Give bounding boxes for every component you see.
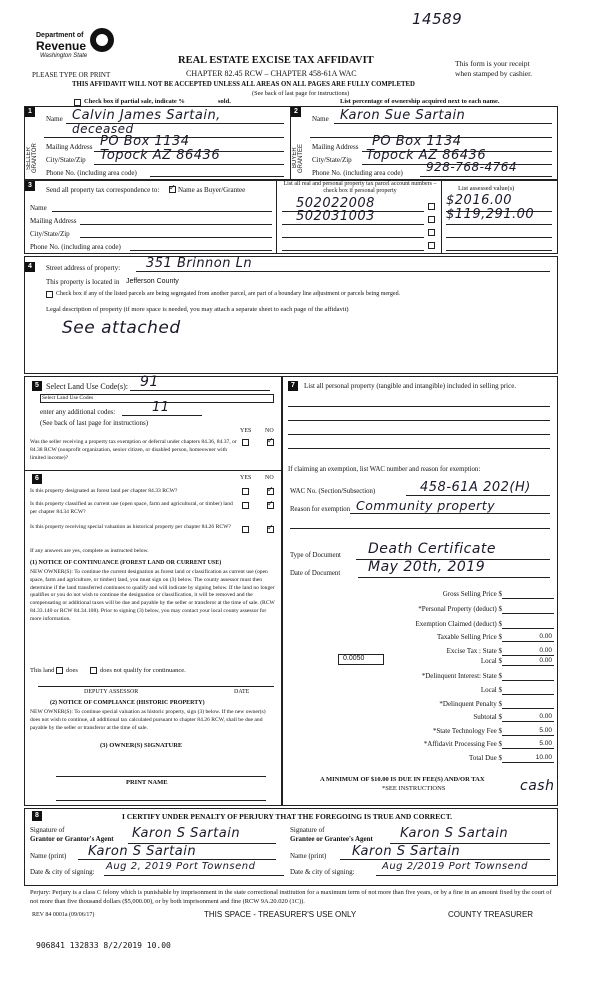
grantee-date-city[interactable]: Aug 2/2019 Port Townsend bbox=[382, 861, 528, 872]
perjury-statement: Perjury: Perjury is a class C felony which is punishable by imprisonment in the state correctional institution for a maximum term of not more than five years, or by a fine in an amount fixed by the court of not more than five thousand dollars ($5,000.00), or by both imprisonment and fine (RCW 9A.20.020 (1C)). bbox=[30, 889, 552, 905]
right-column-box bbox=[282, 376, 558, 806]
grantor-name-label: Name (print) bbox=[30, 852, 67, 860]
receipt-note-1: This form is your receipt bbox=[455, 59, 530, 68]
deputy-assessor-label: DEPUTY ASSESSOR bbox=[84, 689, 139, 695]
dept-line2: Revenue bbox=[36, 39, 87, 53]
notice-continuance-title: (1) NOTICE OF CONTINUANCE (FOREST LAND OR CURRENT USE) bbox=[30, 560, 222, 566]
notice-continuance-body: NEW OWNER(S): To continue the current designation as forest land or classification as current use (open space, farm and agriculture, or timber) land, you must sign on (3) below. The county assessor must then determine if the land transferred continues to qualify and will indicate by signing below. If the land no longer qualifies or you do not wish to continue the designation or classification, it will be removed and the compensating or additional taxes will be due and payable by the seller or transferor at the time of sale. (RCW 84.33.140 or RCW 84.34.108). Prior to signing (3) below, you may contact your local county assessor for more information. bbox=[30, 569, 275, 622]
seller-mailing-label: Mailing Address bbox=[46, 143, 93, 151]
form-chapter: CHAPTER 82.45 RCW – CHAPTER 458-61A WAC bbox=[186, 69, 357, 78]
section-4-marker: 4 bbox=[25, 262, 35, 272]
assessor-date-label: DATE bbox=[234, 689, 250, 695]
county-name: Jefferson County bbox=[126, 278, 179, 285]
assessed-2[interactable]: $119,291.00 bbox=[446, 207, 535, 222]
seller-side-label: SELLER GRANTOR bbox=[26, 143, 38, 173]
treasurer-space: THIS SPACE - TREASURER'S USE ONLY bbox=[204, 910, 357, 919]
tax-row-value[interactable]: 0.00 bbox=[539, 633, 552, 640]
reason-label: Reason for exemption bbox=[290, 506, 351, 513]
tax-row-label: Total Due $ bbox=[469, 754, 502, 762]
historic-no-checkbox[interactable] bbox=[267, 526, 274, 533]
tax-row-label: *Affidavit Processing Fee $ bbox=[423, 740, 502, 748]
legal-description[interactable]: See attached bbox=[62, 318, 181, 338]
warning-line: THIS AFFIDAVIT WILL NOT BE ACCEPTED UNLESS ALL AREAS ON ALL PAGES ARE FULLY COMPLETED bbox=[72, 81, 415, 88]
wac-number[interactable]: 458-61A 202(H) bbox=[420, 480, 531, 495]
wac-label: WAC No. (Section/Subsection) bbox=[290, 488, 376, 495]
buyer-phone[interactable]: 928-768-4764 bbox=[426, 160, 518, 174]
land-does-not-checkbox[interactable] bbox=[90, 667, 97, 674]
certify-statement: I CERTIFY UNDER PENALTY OF PERJURY THAT THE FOREGOING IS TRUE AND CORRECT. bbox=[122, 812, 453, 821]
street-address[interactable]: 351 Brinnon Ln bbox=[146, 256, 253, 271]
forest-land-question: Is this property designated as forest land per chapter 84.33 RCW? bbox=[30, 488, 178, 494]
list-percentage: List percentage of ownership acquired next to each name. bbox=[340, 98, 500, 105]
additional-codes-label: enter any additional codes: bbox=[40, 408, 116, 416]
tax-row-value[interactable]: 10.00 bbox=[535, 754, 552, 761]
exemption-yes-checkbox[interactable] bbox=[242, 439, 249, 446]
tax-row-label: Excise Tax : State $ bbox=[446, 647, 502, 655]
section-1-marker: 1 bbox=[25, 107, 35, 117]
doc-date[interactable]: May 20th, 2019 bbox=[368, 559, 486, 575]
section-2-marker: 2 bbox=[291, 107, 301, 117]
county-treasurer: COUNTY TREASURER bbox=[448, 910, 534, 919]
parcel-2-personal-checkbox[interactable] bbox=[428, 216, 435, 223]
section-6-marker: 6 bbox=[32, 474, 42, 484]
tax-row-value[interactable]: 5.00 bbox=[539, 727, 552, 734]
buyer-mailing-label: Mailing Address bbox=[312, 143, 359, 151]
owner-signature-label: (3) OWNER(S) SIGNATURE bbox=[100, 742, 183, 749]
additional-codes[interactable]: 11 bbox=[152, 400, 170, 415]
land-does-not-label: does not qualify for continuance. bbox=[100, 667, 186, 674]
tax-row-label: Local $ bbox=[480, 657, 502, 665]
current-use-no-checkbox[interactable] bbox=[267, 502, 274, 509]
tax-row-label: Local $ bbox=[480, 686, 502, 694]
buyer-city[interactable]: Topock AZ 86436 bbox=[366, 148, 487, 163]
s3-mailing-label: Mailing Address bbox=[30, 217, 77, 225]
notice-compliance-title: (2) NOTICE OF COMPLIANCE (HISTORIC PROPERTY) bbox=[50, 700, 205, 706]
forest-no-checkbox[interactable] bbox=[267, 488, 274, 495]
dept-line1: Department of bbox=[36, 32, 84, 39]
s3-phone-label: Phone No. (including area code) bbox=[30, 243, 121, 251]
receipt-stamp: 906841 132833 8/2/2019 10.00 bbox=[36, 941, 171, 950]
section-3-marker: 3 bbox=[25, 181, 35, 191]
tax-row-label: *Delinquent Penalty $ bbox=[439, 700, 502, 708]
tax-row-value[interactable]: 0.00 bbox=[539, 713, 552, 720]
tax-row-label: Gross Selling Price $ bbox=[442, 590, 502, 598]
parcel-3-personal-checkbox[interactable] bbox=[428, 229, 435, 236]
historic-yes-checkbox[interactable] bbox=[242, 526, 249, 533]
seller-name-label: Name bbox=[46, 115, 63, 123]
notice-compliance-body: NEW OWNER(S): To continue special valuation as historic property, sign (3) below. If the new owner(s) does not wish to continue, all additional tax calculated pursuant to chapter 84.26 RCW, shall be due and payable by the seller or transferor at the time of sale. bbox=[30, 709, 266, 731]
tax-row-value[interactable]: 0.00 bbox=[539, 657, 552, 664]
exemption-reason[interactable]: Community property bbox=[356, 498, 496, 513]
legal-description-label: Legal description of property (if more space is needed, you may attach a separate sheet to each page of the affidavit) bbox=[46, 306, 349, 313]
this-land-label: This land bbox=[30, 667, 55, 674]
seller-city[interactable]: Topock AZ 86436 bbox=[100, 148, 221, 163]
dor-logo bbox=[36, 28, 126, 68]
dept-line3: Washington State bbox=[40, 53, 88, 59]
parcel-header: List all real and personal property tax parcel account numbers – check box if personal property bbox=[283, 181, 437, 194]
parcel-4-personal-checkbox[interactable] bbox=[428, 242, 435, 249]
minimum-fee-note: A MINIMUM OF $10.00 IS DUE IN FEE(S) AND/OR TAX bbox=[320, 776, 485, 783]
tax-row-label: *Delinquent Interest: State $ bbox=[421, 672, 502, 680]
parcel-2[interactable]: 502031003 bbox=[296, 209, 375, 224]
rev-number: REV 84 0001a (09/06/17) bbox=[32, 912, 95, 918]
partial-sale-label: Check box if partial sale, indicate % bbox=[84, 98, 185, 105]
buyer-side-label: BUYER GRANTEE bbox=[292, 143, 304, 173]
forest-yes-checkbox[interactable] bbox=[242, 488, 249, 495]
grantor-print-name[interactable]: Karon S Sartain bbox=[88, 844, 197, 859]
same-as-buyer-label: Name as Buyer/Grantee bbox=[178, 186, 246, 194]
assessed-1[interactable]: $2016.00 bbox=[446, 193, 513, 208]
grantee-print-name[interactable]: Karon S Sartain bbox=[352, 844, 461, 859]
tax-row-label: *State Technology Fee $ bbox=[432, 727, 502, 735]
current-use-yes-checkbox[interactable] bbox=[242, 502, 249, 509]
land-use-label: Select Land Use Code(s): bbox=[46, 382, 128, 391]
street-address-label: Street address of property: bbox=[46, 264, 121, 272]
s5-no: NO bbox=[265, 428, 274, 434]
tax-row-value[interactable]: 5.00 bbox=[539, 740, 552, 747]
personal-property-label: List all personal property (tangible and intangible) included in selling price. bbox=[304, 382, 517, 390]
buyer-mailing[interactable]: PO Box 1134 bbox=[372, 134, 462, 149]
land-does-label: does bbox=[66, 667, 78, 674]
tax-row-label: Taxable Selling Price $ bbox=[436, 633, 502, 641]
buyer-phone-label: Phone No. (including area code) bbox=[312, 169, 403, 177]
please-type: PLEASE TYPE OR PRINT bbox=[32, 71, 111, 79]
historic-question: Is this property receiving special valuation as historical property per chapter 84.26 RCW? bbox=[30, 524, 231, 530]
instructions-note: (See back of last page for instructions) bbox=[252, 90, 350, 97]
doc-type-label: Type of Document bbox=[290, 552, 341, 559]
exemption-question: Was the seller receiving a property tax exemption or deferral under chapters 84.36, 84.37, or 84.38 RCW (nonprofit organization, senior citizen, or disabled person, homeowner with limited income)? bbox=[30, 439, 237, 461]
sold-label: sold. bbox=[218, 98, 231, 105]
grantor-sig-label-1: Signature of bbox=[30, 826, 65, 834]
seller-city-label: City/State/Zip bbox=[46, 156, 86, 164]
see-instructions: *SEE INSTRUCTIONS bbox=[382, 785, 446, 792]
grantor-signature[interactable]: Karon S Sartain bbox=[132, 826, 241, 841]
buyer-name-label: Name bbox=[312, 115, 329, 123]
land-use-code[interactable]: 91 bbox=[140, 374, 159, 390]
segregated-checkbox[interactable] bbox=[46, 291, 53, 298]
buyer-name[interactable]: Karon Sue Sartain bbox=[340, 108, 466, 123]
parcel-1[interactable]: 502022008 bbox=[296, 196, 375, 211]
doc-date-label: Date of Document bbox=[290, 570, 341, 577]
doc-type[interactable]: Death Certificate bbox=[368, 541, 497, 557]
payment-method[interactable]: cash bbox=[520, 778, 555, 794]
grantor-date-label: Date & city of signing: bbox=[30, 868, 95, 876]
seller-mailing[interactable]: PO Box 1134 bbox=[100, 134, 190, 149]
exemption-no-checkbox[interactable] bbox=[267, 439, 274, 446]
located-in-label: This property is located in bbox=[46, 278, 120, 286]
s6-yes: YES bbox=[240, 475, 252, 481]
grantee-name-label: Name (print) bbox=[290, 852, 327, 860]
partial-sale-checkbox[interactable] bbox=[74, 99, 81, 106]
grantee-signature[interactable]: Karon S Sartain bbox=[400, 826, 509, 841]
buyer-city-label: City/State/Zip bbox=[312, 156, 352, 164]
land-does-checkbox[interactable] bbox=[56, 667, 63, 674]
receipt-note-2: when stamped by cashier. bbox=[455, 69, 533, 78]
same-as-buyer-checkbox[interactable] bbox=[169, 186, 176, 193]
send-correspondence-label: Send all property tax correspondence to: bbox=[46, 186, 160, 194]
s3-city-label: City/State/Zip bbox=[30, 230, 70, 238]
tax-row-label: Subtotal $ bbox=[473, 713, 502, 721]
assessed-header: List assessed value(s) bbox=[458, 185, 515, 192]
section-7-marker: 7 bbox=[288, 381, 298, 391]
grantee-date-label: Date & city of signing: bbox=[290, 868, 355, 876]
local-rate: 0.0050 bbox=[343, 655, 365, 662]
s5-yes: YES bbox=[240, 428, 252, 434]
grantor-date-city[interactable]: Aug 2, 2019 Port Townsend bbox=[106, 861, 256, 872]
parcel-1-personal-checkbox[interactable] bbox=[428, 203, 435, 210]
tax-row-label: *Personal Property (deduct) $ bbox=[418, 605, 502, 613]
property-section bbox=[24, 256, 558, 374]
section-5-marker: 5 bbox=[32, 381, 42, 391]
grantor-sig-label-2: Grantor or Grantor's Agent bbox=[30, 835, 114, 843]
exemption-claim-label: If claiming an exemption, list WAC number and reason for exemption: bbox=[288, 466, 481, 473]
tax-row-value[interactable]: 0.00 bbox=[539, 647, 552, 654]
segregated-label: Check box if any of the listed parcels are being segregated from another parcel, are part of a boundary line adjustment or parcels being merged. bbox=[56, 291, 401, 297]
s3-name-label: Name bbox=[30, 204, 47, 212]
see-back-label: (See back of last page for instructions) bbox=[40, 419, 149, 427]
print-name-label: PRINT NAME bbox=[126, 779, 168, 786]
s6-no: NO bbox=[265, 475, 274, 481]
section-8-marker: 8 bbox=[32, 811, 42, 821]
if-yes-note: If any answers are yes, complete as instructed below. bbox=[30, 548, 149, 554]
form-title: REAL ESTATE EXCISE TAX AFFIDAVIT bbox=[178, 55, 374, 66]
seller-name-2[interactable]: deceased bbox=[72, 122, 134, 136]
seller-name[interactable]: Calvin James Sartain, bbox=[72, 108, 221, 123]
grantee-sig-label-1: Signature of bbox=[290, 826, 325, 834]
tax-row-label: Exemption Claimed (deduct) $ bbox=[415, 620, 502, 628]
seller-phone-label: Phone No. (including area code) bbox=[46, 169, 137, 177]
land-use-select-label: Select Land Use Codes bbox=[42, 395, 94, 401]
doc-number: 14589 bbox=[412, 10, 463, 28]
current-use-question: Is this property classified as current use (open space, farm and agricultural, or timber) land per chapter 84.34 RCW? bbox=[30, 501, 233, 515]
grantee-sig-label-2: Grantee or Grantee's Agent bbox=[290, 835, 373, 843]
